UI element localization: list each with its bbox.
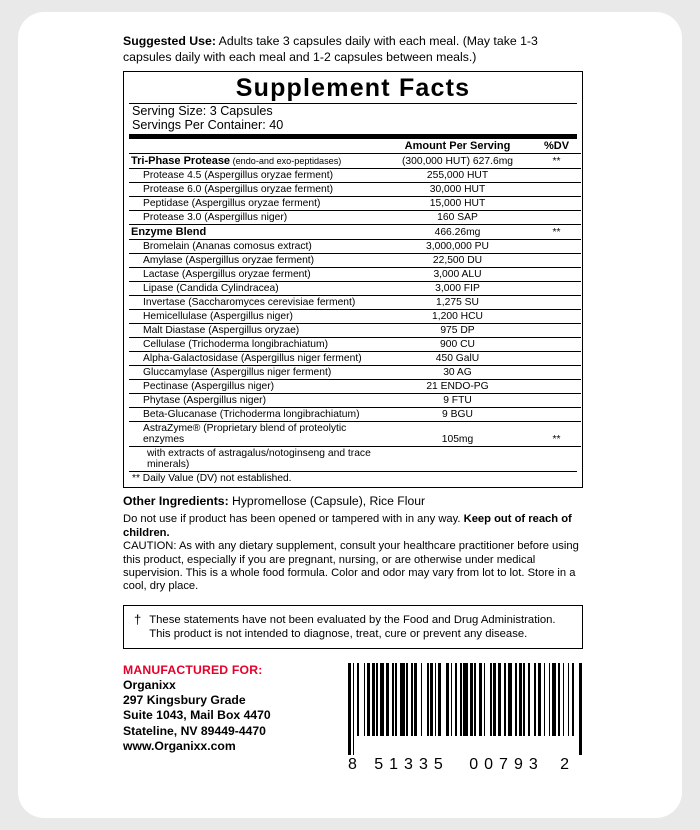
table-row [129,154,581,169]
row-amount [383,447,532,472]
row-amount: 3,000,000 PU [383,240,532,254]
row-dv [532,197,581,211]
header-blank [129,139,383,154]
row-amount: 450 GalU [383,352,532,366]
row-amount: 105mg [383,422,532,447]
row-name: Invertase (Saccharomyces cerevisiae ferment) [129,296,383,310]
servings-per-container: Servings Per Container: 40 [132,118,284,133]
row-amount: 3,000 ALU [383,268,532,282]
row-dv: ** [532,225,581,240]
row-name: Peptidase (Aspergillus oryzae ferment) [129,197,383,211]
row-dv [532,310,581,324]
row-amount: 21 ENDO-PG [383,380,532,394]
manufacturer-address3: Stateline, NV 89449-4470 [123,723,266,738]
table-row [129,254,581,268]
row-dv [532,380,581,394]
table-row [129,296,581,310]
table-row [129,408,581,422]
table-row [129,447,581,472]
barcode [348,663,583,774]
table-row [129,380,581,394]
table-row [129,225,581,240]
table-row [129,338,581,352]
row-amount: 160 SAP [383,211,532,225]
row-amount: 900 CU [383,338,532,352]
row-amount: 30,000 HUT [383,183,532,197]
other-ingredients [123,494,583,509]
row-dv [532,183,581,197]
header-amount: Amount Per Serving [404,140,511,153]
keep-out-of-reach: Keep out of reach of children. [123,513,572,539]
barcode-group1: 51335 [374,755,449,773]
row-name: with extracts of astragalus/notoginseng and trace minerals) [147,448,371,471]
row-dv [532,338,581,352]
row-dv [532,211,581,225]
row-amount: 30 AG [383,366,532,380]
table-row [129,211,581,225]
row-name: Lactase (Aspergillus oryzae ferment) [129,268,383,282]
suggested-use-text: Adults take 3 capsules daily with each meal. (May take 1-3 capsules daily with each meal and 1-2 capsules between meals.) [123,34,538,64]
row-dv [532,324,581,338]
fda-disclaimer-box [123,605,583,649]
serving-size: Serving Size: 3 Capsules [132,104,273,118]
row-name: Bromelain (Ananas comosus extract) [129,240,383,254]
row-name: Protease 3.0 (Aspergillus niger) [129,211,383,225]
table-row [129,310,581,324]
label-footer [123,663,583,774]
row-name: Phytase (Aspergillus niger) [129,394,383,408]
row-dv [532,169,581,183]
row-dv [532,408,581,422]
row-dv [532,296,581,310]
row-name: Enzyme Blend [129,225,383,240]
caution-block [123,513,585,593]
row-amount: (300,000 HUT) 627.6mg [383,154,532,169]
table-row [129,366,581,380]
row-dv [532,352,581,366]
row-dv [532,240,581,254]
row-name: Hemicellulase (Aspergillus niger) [129,310,383,324]
manufacturer-name: Organixx [123,678,176,693]
table-row [129,169,581,183]
product-label-panel [18,12,682,818]
caution-line1-a: Do not use if product has been opened or tampered with in any way. [123,513,464,526]
row-amount: 9 FTU [383,394,532,408]
table-row [129,183,581,197]
row-amount: 9 BGU [383,408,532,422]
row-name: Alpha-Galactosidase (Aspergillus niger ferment) [129,352,383,366]
row-name: Protease 6.0 (Aspergillus oryzae ferment) [129,183,383,197]
barcode-digits [348,756,583,774]
row-amount: 22,500 DU [383,254,532,268]
row-amount: 1,275 SU [383,296,532,310]
row-name: Lipase (Candida Cylindracea) [129,282,383,296]
row-amount: 255,000 HUT [383,169,532,183]
table-row [129,394,581,408]
manufacturer-address1: 297 Kingsbury Grade [123,693,246,708]
dagger-icon: † [134,611,142,627]
row-name: Protease 4.5 (Aspergillus oryzae ferment) [129,169,383,183]
row-dv [532,268,581,282]
row-name: Malt Diastase (Aspergillus oryzae) [129,324,383,338]
row-dv [532,366,581,380]
row-name: Gluccamylase (Aspergillus niger ferment) [129,366,383,380]
row-name: Amylase (Aspergillus oryzae ferment) [129,254,383,268]
table-row [129,240,581,254]
table-row [129,282,581,296]
row-dv [532,254,581,268]
caution-line2: CAUTION: As with any dietary supplement, consult your healthcare practitioner before using this product, especially if you are pregnant, nursing, or are otherwise under medical supervision. This is a whole food formula. Color and odor may vary from lot to lot. Store in a cool, dry place. [123,540,579,593]
row-amount: 975 DP [383,324,532,338]
row-dv [532,282,581,296]
row-name: Tri-Phase Protease (endo-and exo-peptidases) [129,154,383,169]
row-name: Beta-Glucanase (Trichoderma longibrachiatum) [129,408,383,422]
manufacturer-address2: Suite 1043, Mail Box 4470 [123,708,271,723]
table-header-row [129,139,581,154]
row-name: Cellulase (Trichoderma longibrachiatum) [129,338,383,352]
row-amount: 466.26mg [383,225,532,240]
row-dv [532,447,581,472]
table-row [129,352,581,366]
header-dv: %DV [543,140,570,153]
row-dv: ** [532,154,581,169]
table-row [129,422,581,447]
row-amount: 15,000 HUT [383,197,532,211]
supplement-facts-table [129,139,581,471]
row-dv [532,394,581,408]
manufactured-for-heading: MANUFACTURED FOR: [123,662,263,677]
disclaimer-line2: This product is not intended to diagnose, treat, cure or prevent any disease. [149,627,528,640]
supplement-facts-panel [123,71,583,488]
supplement-facts-title: Supplement Facts [235,74,471,102]
barcode-bars [348,663,583,755]
other-ingredients-text: Hypromellose (Capsule), Rice Flour [228,494,426,509]
row-dv: ** [532,422,581,447]
supplement-facts-rows [129,154,581,472]
barcode-digit-right: 2 [560,755,570,773]
row-name: Pectinase (Aspergillus niger) [129,380,383,394]
suggested-use-label: Suggested Use: [123,34,216,48]
row-amount: 3,000 FIP [383,282,532,296]
disclaimer-line1: These statements have not been evaluated by the Food and Drug Administration. [149,613,556,626]
barcode-digit-left: 8 [348,755,358,773]
row-amount: 1,200 HCU [383,310,532,324]
suggested-use [123,34,588,65]
dv-footnote: ** Daily Value (DV) not established. [132,473,292,485]
other-ingredients-label: Other Ingredients: [123,494,229,509]
label-content [123,34,583,774]
table-row [129,268,581,282]
table-row [129,324,581,338]
table-row [129,197,581,211]
row-name: AstraZyme® (Proprietary blend of proteolytic enzymes [129,422,383,447]
manufacturer-block [123,663,338,754]
manufacturer-website: www.Organixx.com [123,738,236,753]
barcode-group2: 00793 [469,755,544,773]
